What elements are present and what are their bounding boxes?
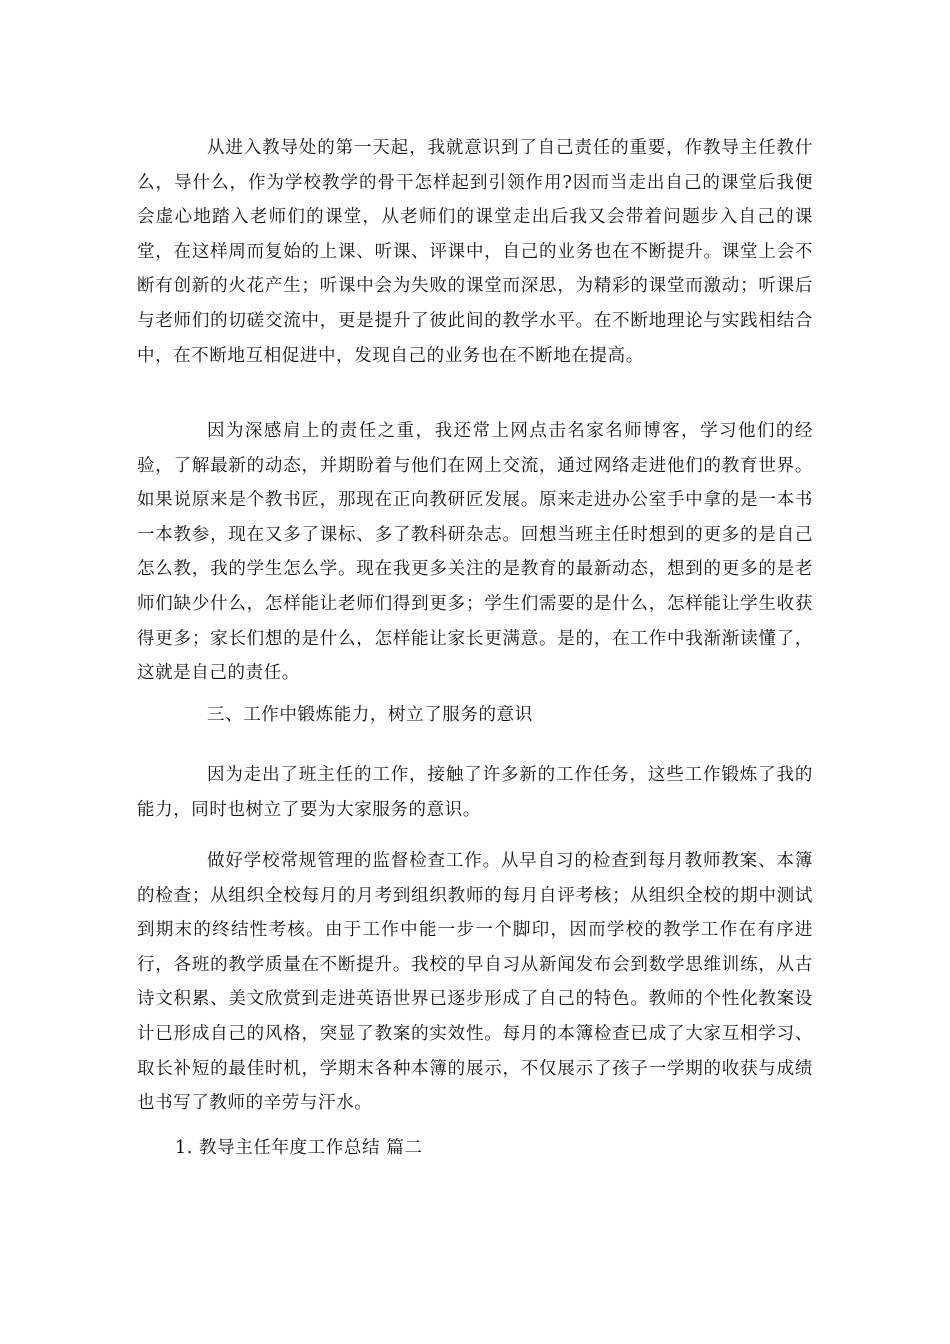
paragraph-text: 做好学校常规管理的监督检查工作。从早自习的检查到每月教师教案、本簿的检查；从组织全校每月的月考到组织教师的每月自评考核；从组织全校的期中测试到期末的终结性考核。由于工作中能一步一个脚印，因而学校的教学工作在有序进行，各班的教学质量在不断提升。我校的早自习从新闻发布会到数学思维训练，从古诗文积累、美文欣赏到走进英语世界已逐步形成了自己的特色。教师的个性化教案设计已形成自己的风格，突显了教案的实效性。每月的本簿检查已成了大家互相学习、取长补短的最佳时机，学期末各种本簿的展示，不仅展示了孩子一学期的收获与成绩也书写了教师的辛劳与汗水。	[137, 851, 813, 1114]
section-heading-text: 三、工作中锻炼能力，树立了服务的意识	[207, 705, 533, 725]
paragraph-service	[137, 758, 813, 827]
paragraph-text: 因为深感肩上的责任之重，我还常上网点击名家名师博客，学习他们的经验，了解最新的动态，并期盼着与他们在网上交流，通过网络走进他们的教育世界。如果说原来是个教书匠，那现在正向教研匠发展。原来走进办公室手中拿的是一本书一本教参，现在又多了课标、多了教科研杂志。回想当班主任时想到的更多的是自己怎么教，我的学生怎么学。现在我更多关注的是教育的最新动态，想到的更多的是老师们缺少什么，怎样能让老师们得到更多；学生们需要的是什么，怎样能让学生收获得更多；家长们想的是什么，怎样能让家长更满意。是的，在工作中我渐渐读懂了，这就是自己的责任。	[137, 421, 813, 684]
paragraph-text: 因为走出了班主任的工作，接触了许多新的工作任务，这些工作锻炼了我的能力，同时也树立了要为大家服务的意识。	[137, 765, 813, 820]
section-heading-three	[137, 698, 813, 733]
paragraph-responsibility	[137, 131, 813, 373]
paragraph-text: 从进入教导处的第一天起，我就意识到了自己责任的重要，作教导主任教什么，导什么，作为学校教学的骨干怎样起到引领作用?因而当走出自己的课堂后我便会虚心地踏入老师们的课堂，从老师们的课堂走出后我又会带着问题步入自己的课堂，在这样周而复始的上课、听课、评课中，自己的业务也在不断提升。课堂上会不断有创新的火花产生；听课中会为失败的课堂而深思，为精彩的课堂而激动；听课后与老师们的切磋交流中，更是提升了彼此间的教学水平。在不断地理论与实践相结合中，在不断地互相促进中，发现自己的业务也在不断地在提高。	[137, 138, 813, 366]
list-item-next-article: 1. 教导主任年度工作总结 篇二	[175, 1138, 423, 1158]
paragraph-management	[137, 844, 813, 1121]
paragraph-online-learning	[137, 414, 813, 691]
